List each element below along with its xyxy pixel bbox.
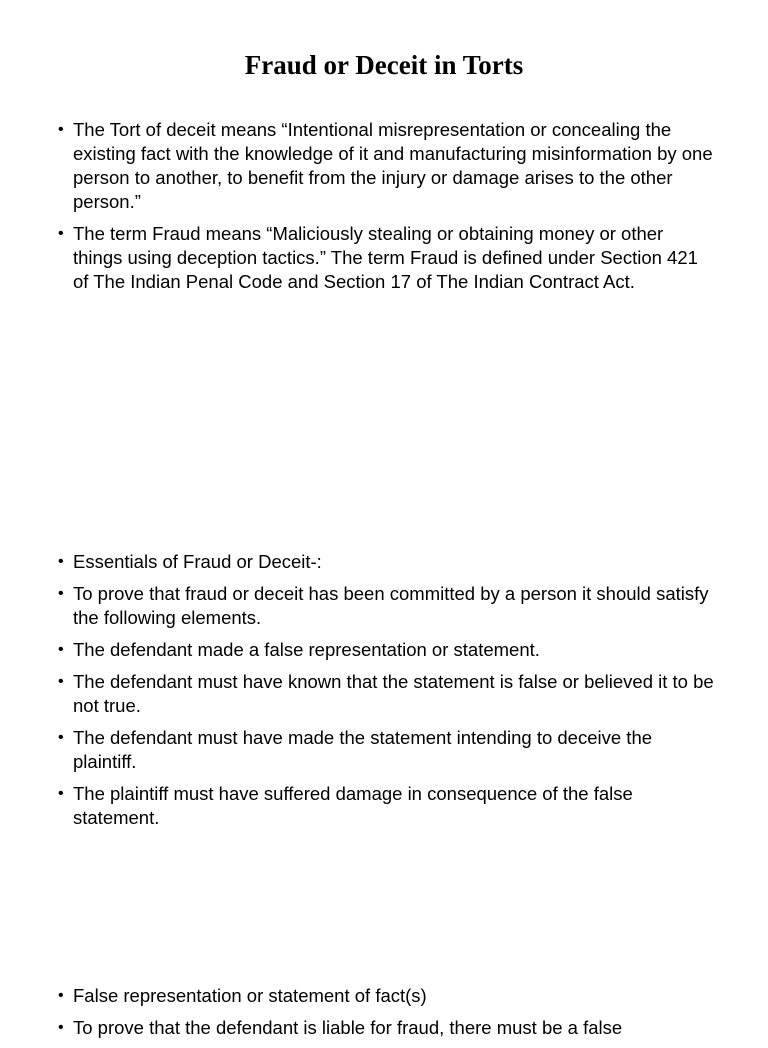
list-item (58, 782, 714, 830)
bullet-icon: • (58, 987, 64, 1004)
list-item-text: Essentials of Fraud or Deceit-: (73, 551, 322, 572)
list-item-text: The defendant must have known that the statement is false or believed it to be not true. (73, 671, 714, 716)
bullet-icon: • (58, 553, 64, 570)
bullet-list-false-representation (58, 984, 714, 1048)
list-item-text: The Tort of deceit means “Intentional misrepresentation or concealing the existing fact with the knowledge of it and manufacturing misinformation by one person to another, to benefit from the injury or damage arises to the other person.” (73, 119, 713, 212)
list-item-text: The defendant made a false representation or statement. (73, 639, 540, 660)
bullet-icon: • (58, 673, 64, 690)
bullet-icon: • (58, 641, 64, 658)
list-item (58, 118, 714, 214)
list-item (58, 550, 714, 574)
bullet-icon: • (58, 585, 64, 602)
bullet-icon: • (58, 225, 64, 242)
list-item (58, 582, 714, 630)
list-item (58, 984, 714, 1008)
bullet-list-definitions (58, 118, 714, 302)
page-title: Fraud or Deceit in Torts (244, 50, 524, 80)
bullet-icon: • (58, 121, 64, 138)
list-item-text: False representation or statement of fact(s) (73, 985, 427, 1006)
bullet-icon: • (58, 729, 64, 746)
list-item-text: The term Fraud means “Maliciously stealing or obtaining money or other things using deception tactics.” The term Fraud is defined under Section 421 of The Indian Penal Code and Section 17 of The Indian Contract Act. (73, 223, 698, 292)
bullet-list-essentials (58, 550, 714, 838)
list-item (58, 222, 714, 294)
list-item (58, 670, 714, 718)
list-item (58, 1016, 714, 1040)
list-item (58, 726, 714, 774)
bullet-icon: • (58, 1019, 64, 1036)
list-item-text: To prove that fraud or deceit has been committed by a person it should satisfy the following elements. (73, 583, 709, 628)
list-item-text: To prove that the defendant is liable for fraud, there must be a false (73, 1017, 623, 1038)
list-item (58, 638, 714, 662)
bullet-icon: • (58, 785, 64, 802)
list-item-text: The defendant must have made the statement intending to deceive the plaintiff. (73, 727, 653, 772)
list-item-text: The plaintiff must have suffered damage in consequence of the false statement. (73, 783, 633, 828)
